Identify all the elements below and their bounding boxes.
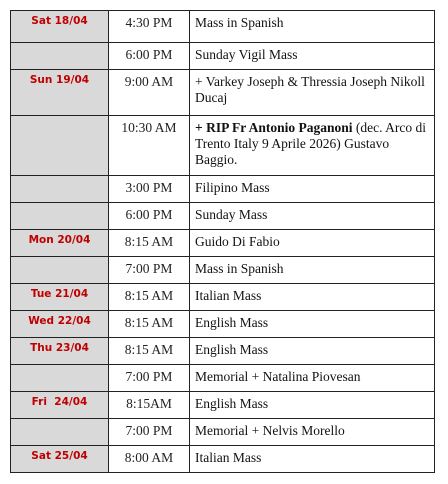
day-cell [11, 43, 109, 70]
table-row [11, 311, 435, 338]
time-cell: 10:30 AM [109, 116, 190, 176]
time-cell: 8:15 AM [109, 311, 190, 338]
table-row [11, 284, 435, 311]
time-cell: 8:15 AM [109, 338, 190, 365]
intention-cell: Italian Mass [190, 284, 435, 311]
time-cell: 6:00 PM [109, 203, 190, 230]
intention-cell: English Mass [190, 392, 435, 419]
table-row [11, 11, 435, 43]
time-cell: 7:00 PM [109, 365, 190, 392]
table-row [11, 43, 435, 70]
day-cell: Sat 25/04 [11, 446, 109, 473]
day-cell [11, 419, 109, 446]
day-cell: Sat 18/04 [11, 11, 109, 43]
intention-cell: Filipino Mass [190, 176, 435, 203]
intention-cell: Memorial + Nelvis Morello [190, 419, 435, 446]
table-row [11, 176, 435, 203]
intention-cell: English Mass [190, 311, 435, 338]
time-cell: 7:00 PM [109, 419, 190, 446]
intention-cell: Sunday Vigil Mass [190, 43, 435, 70]
day-cell [11, 116, 109, 176]
intention-cell: Guido Di Fabio [190, 230, 435, 257]
table-row [11, 116, 435, 176]
time-cell: 4:30 PM [109, 11, 190, 43]
day-cell [11, 365, 109, 392]
time-cell: 8:15AM [109, 392, 190, 419]
time-cell: 6:00 PM [109, 43, 190, 70]
table-row [11, 230, 435, 257]
intention-cell [190, 116, 435, 176]
table-row [11, 419, 435, 446]
time-cell: 8:00 AM [109, 446, 190, 473]
intention-cell: Sunday Mass [190, 203, 435, 230]
table-row [11, 257, 435, 284]
intention-bold-text: + RIP Fr Antonio Paganoni [195, 120, 353, 135]
intention-cell: Italian Mass [190, 446, 435, 473]
day-cell [11, 257, 109, 284]
day-cell: Fri 24/04 [11, 392, 109, 419]
time-cell: 3:00 PM [109, 176, 190, 203]
day-cell: Thu 23/04 [11, 338, 109, 365]
intention-cell: Memorial + Natalina Piovesan [190, 365, 435, 392]
intention-cell: English Mass [190, 338, 435, 365]
day-cell: Mon 20/04 [11, 230, 109, 257]
mass-schedule-table [10, 10, 435, 473]
table-row [11, 203, 435, 230]
table-row [11, 392, 435, 419]
time-cell: 9:00 AM [109, 70, 190, 116]
day-cell [11, 203, 109, 230]
day-cell [11, 176, 109, 203]
intention-cell: Mass in Spanish [190, 257, 435, 284]
intention-cell: Mass in Spanish [190, 11, 435, 43]
time-cell: 7:00 PM [109, 257, 190, 284]
table-row [11, 446, 435, 473]
intention-cell: + Varkey Joseph & Thressia Joseph Nikoll Ducaj [190, 70, 435, 116]
table-row [11, 338, 435, 365]
day-cell: Tue 21/04 [11, 284, 109, 311]
table-row [11, 70, 435, 116]
time-cell: 8:15 AM [109, 284, 190, 311]
time-cell: 8:15 AM [109, 230, 190, 257]
day-cell: Sun 19/04 [11, 70, 109, 116]
day-cell: Wed 22/04 [11, 311, 109, 338]
intention-text: (dec. Arco di Trento Italy 9 Aprile 2026) Gustavo Baggio. [195, 120, 426, 167]
table-row [11, 365, 435, 392]
